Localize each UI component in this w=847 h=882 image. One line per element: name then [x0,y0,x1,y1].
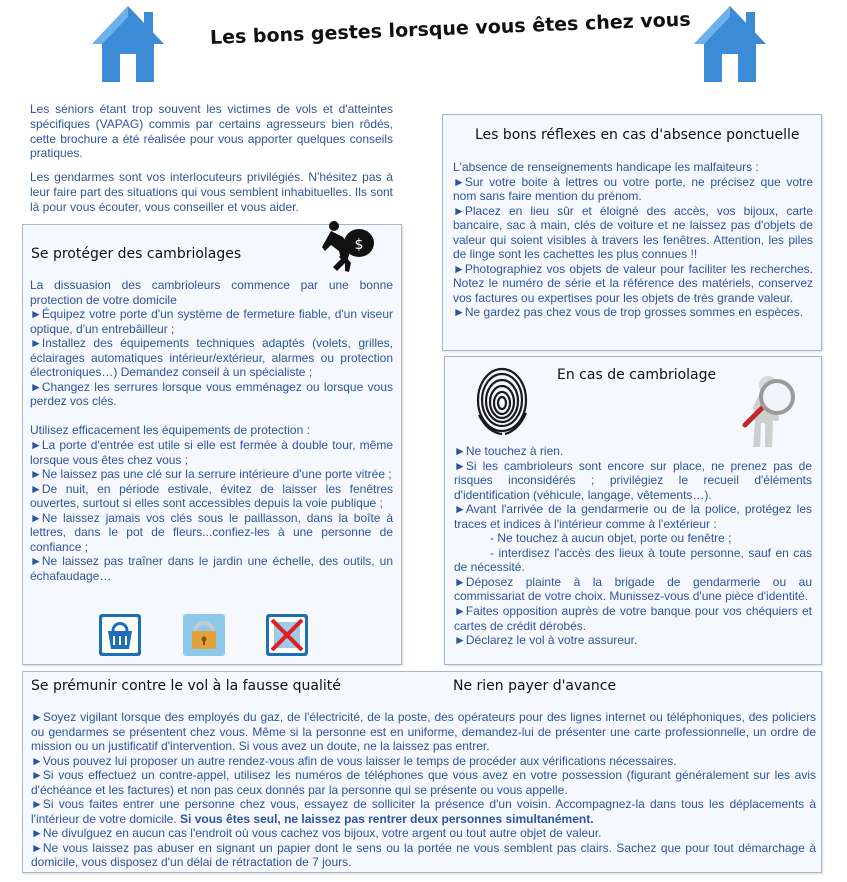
list-item: ►Ne divulguez en aucun cas l'endroit où vous cachez vos bijoux, votre argent ou tout autre objet de valeur. [31,826,602,841]
list-item: ►Faites opposition auprès de votre banque pour vos chéquiers et cartes de crédit dérobés. [454,604,812,633]
padlock-icon [183,614,225,656]
paragraph: La dissuasion des cambrioleurs commence par une bonne protection de votre domicile [30,278,393,307]
panel-title: Se protéger des cambriolages [31,246,242,262]
house-icon [690,4,770,84]
list-item: ►Changez les serrures lorsque vous emménagez ou lorsque vous perdez vos clés. [30,379,393,409]
fausse-qualite-body [31,710,816,870]
list-item: ►Photographiez vos objets de valeur pour faciliter les recherches. Notez le numéro de série et la référence des matériels, conservez vos factures ou expertises pour les objets de très grande valeur. [453,261,813,305]
list-item: ►Ne laissez pas traîner dans le jardin une échelle, des outils, un échafaudage… [30,554,393,583]
no-entry-icon [266,614,308,656]
list-item: ►Équipez votre porte d'un système de fermeture fiable, d'un viseur optique, d'un entrebâilleur ; [30,307,393,336]
panel-title: Ne rien payer d'avance [453,678,617,694]
list-item: ►Ne laissez pas une clé sur la serrure intérieure d'une porte vitrée ; [30,467,392,482]
page-title: Les bons gestes lorsque vous êtes chez vous [209,8,691,49]
fingerprint-icon [471,365,533,437]
panel-title: Les bons réflexes en cas d'absence ponctuelle [475,127,800,143]
list-item: ►Vous pouvez lui proposer un autre rendez-vous afin de vous laisser le temps de procéder aux vérifications nécessaires. [31,753,677,768]
panel-absence [442,114,822,351]
list-item: ►Ne vous laissez pas abuser en signant un papier dont le sens ou la portée ne vous semblent pas clairs. Sachez que pour tout démarchage à domicile, vous disposez d'un délai de rétractation de 7 jours. [31,840,816,870]
list-item: ►Soyez vigilant lorsque des employés du gaz, de l'électricité, de la poste, des opérateurs pour des lignes internet ou téléphoniques, des policiers ou gendarmes se présentent chez vous. Même si la personne est en uniforme, demandez-lui de présenter une carte professionnelle, un ordre de mission ou un justificatif d'intervention. Si vous avez un doute, ne la laissez pas entrer. [31,710,816,754]
paragraph: Utilisez efficacement les équipements de protection : [30,423,310,438]
list-item: ►Déclarez le vol à votre assureur. [454,633,638,648]
list-item: ►Ne laissez jamais vos clés sous le paillasson, dans la boîte à lettres, dans le pot de fleurs...confiez-les à une personne de confiance ; [30,510,393,554]
panel-title: En cas de cambriolage [557,367,717,383]
list-item [31,797,816,826]
list-item: ►Si vous effectuez un contre-appel, utilisez les numéros de téléphones que vous avez en votre possession (figurant généralement sur les avis d'échéance et les factures) et non pas ceux donnés par la personne qui se présente ou vous appelle. [31,768,816,797]
list-item: ►Déposez plainte à la brigade de gendarmerie ou au commissariat de votre choix. Munissez-vous d'une pièce d'identité. [454,574,812,604]
shopping-bag-icon [99,614,141,656]
list-item: ►Placez en lieu sûr et éloigné des accès, vos bijoux, carte bancaire, sac à main, clés de voiture et ne laissez pas d'objets de valeur qui soient visibles à travers les fenêtres. Attention, les piles de linge sont les cachettes les plus connues !! [453,203,813,262]
panel-fausse-qualite [22,671,822,873]
panel-title: Se prémunir contre le vol à la fausse qualité [31,678,341,694]
house-icon [88,4,168,84]
paragraph: L'absence de renseignements handicape les malfaiteurs : [453,160,759,174]
list-item: ►Ne touchez à rien. [454,444,564,458]
intro-text [30,102,393,224]
list-item: ►De nuit, en période estivale, évitez de laisser les fenêtres ouvertes, surtout si elles sont accessibles depuis la voie publique ; [30,481,393,511]
thief-icon [321,219,377,273]
list-item-text: ►Si vous faites entrer une personne chez vous, essayez de solliciter la présence d'un voisin. Accompagnez-la dans tous les déplacements à l'intérieur de votre domicile. [31,797,816,826]
magnifier-man-icon [725,371,805,449]
intro-paragraph: Les séniors étant trop souvent les victimes de vols et d'atteintes spécifiques (VAPAG) commis par certains agresseurs bien rôdés, cette brochure a été réalisée pour vous apporter quelques conseils pratiques. [30,102,393,161]
encas-body [454,444,812,648]
sub-item: - Ne touchez à aucun objet, porte ou fenêtre ; [490,531,732,546]
list-item: ►Sur votre boite à lettres ou votre porte, ne précisez que votre nom sans faire mention du prénom. [453,174,813,204]
intro-paragraph: Les gendarmes sont vos interlocuteurs privilégiés. N'hésitez pas à leur faire part des situations qui vous semblent inhabituelles. Ils sont là pour vous écouter, vous conseiller et vous aider. [30,170,393,214]
panel-cambriolages [22,224,402,665]
list-item: ►La porte d'entrée est utile si elle est fermée à double tour, même lorsque vous êtes chez vous ; [30,437,393,467]
sub-item: - interdisez l'accès des lieux à toute personne, sauf en cas de nécessité. [454,545,812,575]
absence-body [453,160,813,320]
list-item: ►Avant l'arrivée de la gendarmerie ou de la police, protégez les traces et indices à l'intérieur comme à l'extérieur : [454,502,812,531]
warning-text: Si vous êtes seul, ne laissez pas rentrer deux personnes simultanément. [180,811,594,826]
svg-text:$: $ [354,237,364,253]
cambriolages-body [30,278,393,583]
list-item: ►Si les cambrioleurs sont encore sur place, ne prenez pas de risques inconsidérés ; privilégiez le recueil d'éléments d'identification (véhicule, langage, vêtements…). [454,458,812,502]
panel-en-cas-cambriolage [444,356,822,665]
list-item: ►Installez des équipements techniques adaptés (volets, grilles, éclairages automatiques intérieur/extérieur, alarmes ou protection électroniques…) Demandez conseil à un spécialiste ; [30,336,393,380]
list-item: ►Ne gardez pas chez vous de trop grosses sommes en espèces. [453,305,804,320]
